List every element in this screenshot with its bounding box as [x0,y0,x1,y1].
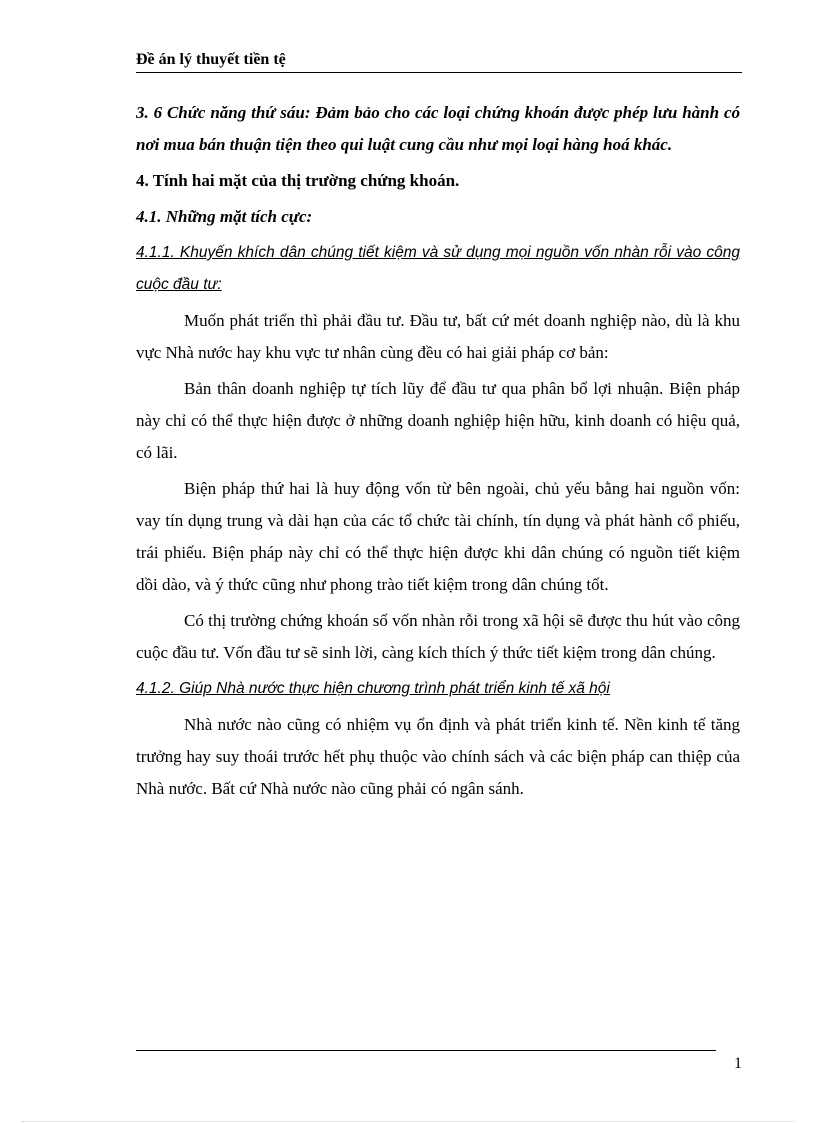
body-paragraph-4: Có thị trường chứng khoán số vốn nhàn rỗi trong xã hội sẽ được thu hút vào công cuộc đầu tư. Vốn đầu tư sẽ sinh lời, càng kích thích ý thức tiết kiệm trong dân chúng. [136,611,740,662]
section-4-1-2-heading: 4.1.2. Giúp Nhà nước thực hiện chương trình phát triển kinh tế xã hội [136,680,610,697]
page-number: 1 [734,1055,742,1072]
document-body [136,97,740,805]
section-4-1-1-heading: 4.1.1. Khuyến khích dân chúng tiết kiệm và sử dụng mọi nguồn vốn nhàn rỗi vào công cuộc đầu tư: [136,244,740,293]
body-paragraph-2: Bản thân doanh nghiệp tự tích lũy để đầu tư qua phân bổ lợi nhuận. Biện pháp này chỉ có thể thực hiện được ở những doanh nghiệp hiện hữu, kinh doanh có hiệu quả, có lãi. [136,379,740,462]
page-header [136,50,742,73]
body-paragraph-3: Biện pháp thứ hai là huy động vốn từ bên ngoài, chủ yếu bằng hai nguồn vốn: vay tín dụng trung và dài hạn của các tổ chức tài chính, tín dụng và phát hành cổ phiếu, trái phiếu. Biện pháp này chỉ có thể thực hiện được khi dân chúng có nguồn tiết kiệm dồi dào, và ý thức cũng như phong trào tiết kiệm trong dân chúng tốt. [136,479,740,594]
body-paragraph-1: Muốn phát triển thì phải đầu tư. Đầu tư, bất cứ mét doanh nghiệp nào, dù là khu vực Nhà nước hay khu vực tư nhân cùng đều có hai giải pháp cơ bản: [136,311,740,362]
footer-divider [136,1050,716,1051]
body-paragraph-5: Nhà nước nào cũng có nhiệm vụ ổn định và phát triển kinh tế. Nền kinh tế tăng trưởng hay suy thoái trước hết phụ thuộc vào chính sách và các biện pháp can thiệp của Nhà nước. Bất cứ Nhà nước nào cũng phải có ngân sánh. [136,715,740,798]
section-4-heading: 4. Tính hai mặt của thị trường chứng khoán. [136,171,460,190]
section-4-1-heading: 4.1. Những mặt tích cực: [136,207,313,226]
section-3-6-paragraph: 3. 6 Chức năng thứ sáu: Đảm bảo cho các loại chứng khoán được phép lưu hành có nơi mua bán thuận tiện theo qui luật cung cầu như mọi loại hàng hoá khác. [136,103,740,154]
page-edge-divider [22,1121,794,1122]
header-title: Đề án lý thuyết tiền tệ [136,51,286,68]
